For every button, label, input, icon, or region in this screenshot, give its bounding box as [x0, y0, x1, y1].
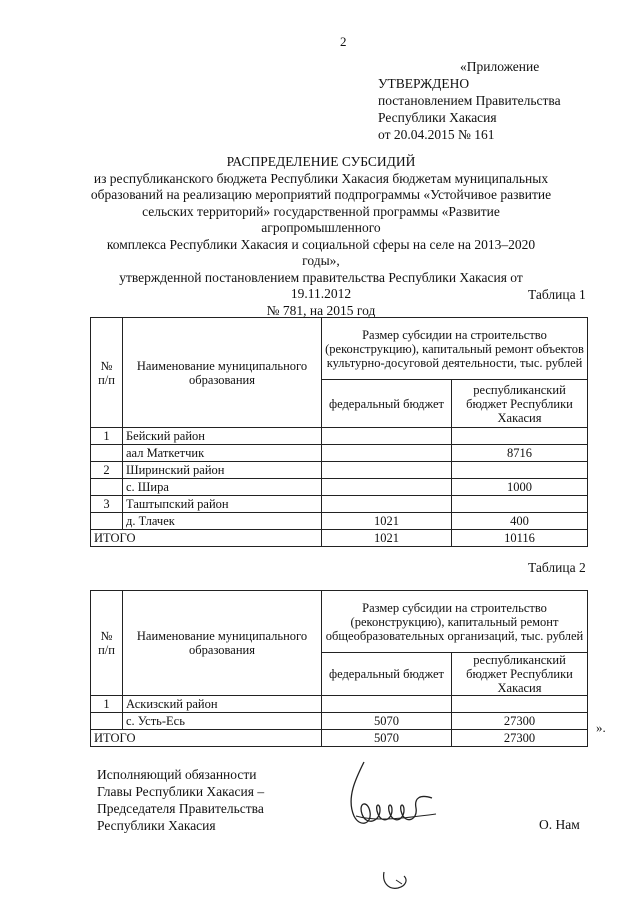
- signature-line: Главы Республики Хакасия –: [97, 784, 265, 799]
- table-total-row: [91, 730, 588, 747]
- total-label: ИТОГО: [91, 730, 322, 747]
- cell-rep: [452, 462, 588, 479]
- page-number: 2: [340, 34, 347, 49]
- table-row: [91, 696, 588, 713]
- title-line: сельских территорий» государственной программы «Развитие агропромышленного: [142, 203, 500, 235]
- table2: [90, 590, 588, 747]
- approval-appendix: «Приложение: [460, 59, 540, 74]
- table-row: [91, 462, 588, 479]
- table1-header-rep: республиканский бюджет Республики Хакасия: [452, 380, 588, 428]
- table-row: [91, 428, 588, 445]
- cell-num: [91, 513, 123, 530]
- table-row: [91, 445, 588, 462]
- table-row: [91, 479, 588, 496]
- table1-header-fed: федеральный бюджет: [322, 380, 452, 428]
- cell-fed: [322, 445, 452, 462]
- table-total-row: [91, 530, 588, 547]
- signature-block: [97, 766, 264, 834]
- title-heading: РАСПРЕДЕЛЕНИЕ СУБСИДИЙ: [226, 154, 416, 169]
- cell-fed: 5070: [322, 713, 452, 730]
- cell-fed: 1021: [322, 513, 452, 530]
- table2-caption: Таблица 2: [528, 560, 586, 575]
- cell-name: аал Маткетчик: [123, 445, 322, 462]
- title-line: из республиканского бюджета Республики Хакасия бюджетам муниципальных: [93, 170, 549, 186]
- cell-fed: [322, 696, 452, 713]
- approval-resolution: постановлением Правительства: [378, 93, 561, 108]
- cell-num: [91, 713, 123, 730]
- total-label: ИТОГО: [91, 530, 322, 547]
- cell-num: 1: [91, 428, 123, 445]
- table2-header-size: Размер субсидии на строительство (реконструкцию), капитальный ремонт общеобразовательных организаций, тыс. рублей: [322, 591, 588, 653]
- table2-header-num: № п/п: [91, 591, 123, 696]
- cell-num: 2: [91, 462, 123, 479]
- table2-header-rep: республиканский бюджет Республики Хакасия: [452, 653, 588, 696]
- total-fed: 5070: [322, 730, 452, 747]
- cell-name: Бейский район: [123, 428, 322, 445]
- cell-num: 1: [91, 696, 123, 713]
- cell-rep: [452, 428, 588, 445]
- cell-fed: [322, 428, 452, 445]
- table1-header-size: Размер субсидии на строительство (реконструкцию), капитальный ремонт объектов культурно-досуговой деятельности, тыс. рублей: [322, 318, 588, 380]
- closing-quote: ».: [596, 720, 606, 735]
- signature-line: Председателя Правительства: [97, 801, 264, 816]
- approval-block: [378, 58, 561, 143]
- table2-header-name: Наименование муниципального образования: [123, 591, 322, 696]
- cell-rep: 8716: [452, 445, 588, 462]
- handwritten-mark: [378, 866, 418, 896]
- table1-caption: Таблица 1: [528, 287, 586, 302]
- total-fed: 1021: [322, 530, 452, 547]
- total-rep: 10116: [452, 530, 588, 547]
- signature-line: Исполняющий обязанности: [97, 767, 257, 782]
- signature-line: Республики Хакасия: [97, 818, 216, 833]
- cell-name: с. Шира: [123, 479, 322, 496]
- total-rep: 27300: [452, 730, 588, 747]
- table1-header-name: Наименование муниципального образования: [123, 318, 322, 428]
- cell-rep: [452, 496, 588, 513]
- cell-num: [91, 445, 123, 462]
- cell-name: с. Усть-Есь: [123, 713, 322, 730]
- table-row: [91, 496, 588, 513]
- title-line: комплекса Республики Хакасия и социальной сферы на селе на 2013–2020 годы»,: [106, 236, 536, 268]
- cell-rep: [452, 696, 588, 713]
- cell-name: Таштыпский район: [123, 496, 322, 513]
- approval-approved: УТВЕРЖДЕНО: [378, 76, 470, 91]
- cell-fed: [322, 462, 452, 479]
- approval-date: от 20.04.2015 № 161: [378, 127, 495, 142]
- cell-fed: [322, 496, 452, 513]
- title-line: образований на реализацию мероприятий подпрограммы «Устойчивое развитие: [90, 187, 552, 202]
- cell-name: Ширинский район: [123, 462, 322, 479]
- table-row: [91, 713, 588, 730]
- handwritten-signature: [336, 758, 456, 838]
- signatory-name: О. Нам: [539, 817, 580, 832]
- table1-header-num: № п/п: [91, 318, 123, 428]
- cell-name: д. Тлачек: [123, 513, 322, 530]
- cell-rep: 27300: [452, 713, 588, 730]
- approval-republic: Республики Хакасия: [378, 110, 497, 125]
- table1: [90, 317, 588, 547]
- table-row: [91, 513, 588, 530]
- title-line: № 781, на 2015 год: [266, 302, 376, 318]
- cell-num: [91, 479, 123, 496]
- cell-name: Аскизский район: [123, 696, 322, 713]
- cell-fed: [322, 479, 452, 496]
- cell-rep: 400: [452, 513, 588, 530]
- title-line: утвержденной постановлением правительства Республики Хакасия от 19.11.2012: [119, 269, 523, 301]
- table2-header-fed: федеральный бюджет: [322, 653, 452, 696]
- cell-num: 3: [91, 496, 123, 513]
- cell-rep: 1000: [452, 479, 588, 496]
- document-title: [90, 154, 552, 319]
